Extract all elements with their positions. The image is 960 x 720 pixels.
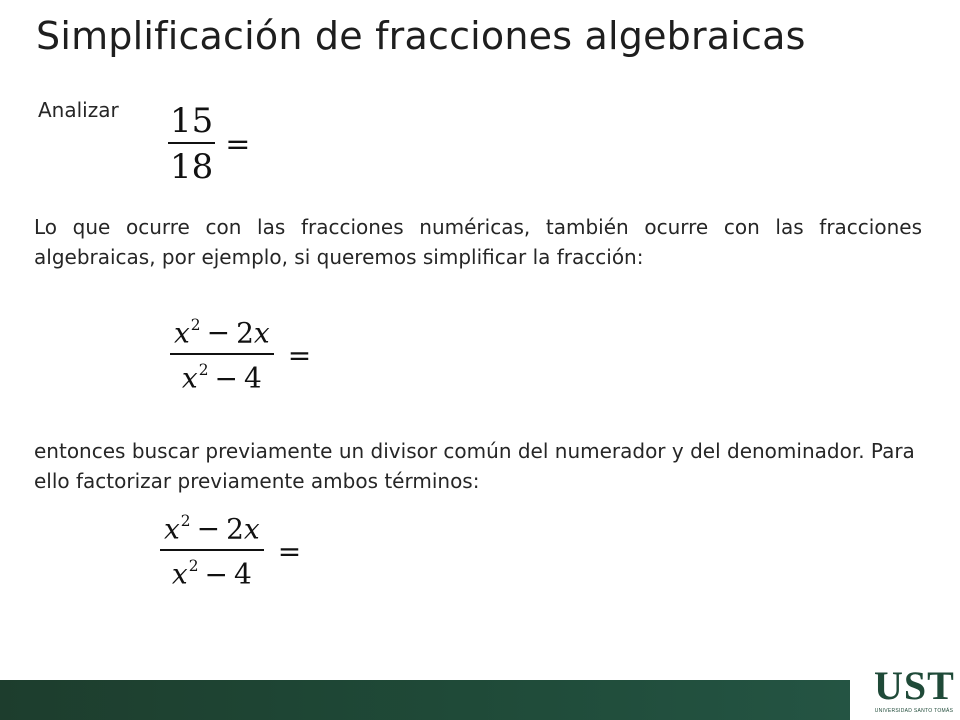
numerator: 15: [170, 101, 214, 141]
footer-band: [0, 680, 850, 720]
equals-sign: =: [277, 534, 302, 568]
fraction-body: [168, 101, 215, 187]
exponent: 2: [198, 361, 209, 380]
denominator: 18: [170, 147, 214, 187]
paragraph-explanation: Lo que ocurre con las fracciones numéricas, también ocurre con las fracciones algebraicas, por ejemplo, si queremos simplificar la fracción:: [34, 215, 922, 269]
denominator: [168, 551, 256, 591]
numerator: [160, 514, 264, 549]
slide-title: Simplificación de fracciones algebraicas: [36, 14, 806, 58]
exponent: 2: [180, 512, 191, 530]
variable: x: [181, 361, 198, 395]
ust-logo: [874, 663, 955, 716]
logo-subtitle: UNIVERSIDAD SANTO TOMÁS: [874, 708, 954, 714]
minus-sign: −: [214, 361, 238, 395]
constant: 4: [243, 361, 262, 395]
minus-sign: −: [204, 557, 228, 591]
variable: x: [171, 557, 188, 591]
constant: 4: [233, 557, 252, 591]
numerator: [170, 318, 274, 353]
minus-sign: −: [206, 316, 231, 350]
exponent: 2: [190, 316, 201, 334]
coefficient: 2: [226, 512, 244, 546]
exponent: 2: [188, 557, 199, 576]
fraction-body: [160, 514, 264, 589]
minus-sign: −: [196, 512, 221, 546]
paragraph-factorize: entonces buscar previamente un divisor común del numerador y del denominador. Para ello factorizar previamente ambos términos:: [34, 439, 915, 493]
algebraic-fraction-1: [170, 318, 311, 393]
variable: x: [174, 316, 190, 350]
equals-sign: =: [287, 338, 312, 372]
fraction-body: [170, 318, 274, 393]
algebraic-fraction-2: [160, 514, 301, 589]
analizar-label: Analizar: [38, 98, 119, 122]
denominator: [178, 355, 266, 395]
variable: x: [164, 512, 180, 546]
logo-text: UST: [874, 663, 955, 708]
variable: x: [243, 512, 260, 546]
fraction-15-over-18: [168, 101, 251, 187]
equals-sign: =: [225, 126, 251, 162]
variable: x: [253, 316, 270, 350]
coefficient: 2: [236, 316, 254, 350]
